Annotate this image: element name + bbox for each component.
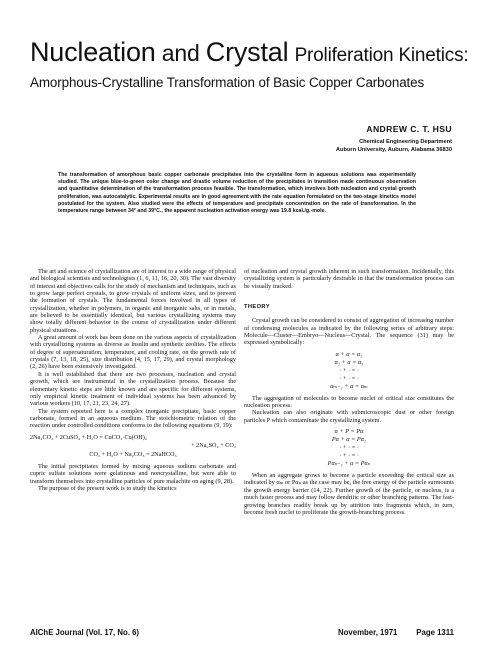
equation-block-particles — [244, 428, 454, 468]
equation-line: Pαₙ₋₁ + α = Pαₙ — [327, 460, 371, 468]
equation-line: Pα + α = Pα₂ — [331, 436, 367, 444]
footer-journal: AIChE Journal (Vol. 17, No. 6) — [30, 628, 140, 637]
author-name: ANDREW C. T. HSU — [366, 124, 452, 134]
paper-title — [30, 38, 470, 70]
author-affiliation — [212, 139, 452, 154]
affiliation-dept: Chemical Engineering Department — [359, 139, 452, 145]
paragraph: The system reported here is a complex inorganic precipitate, basic copper carbonate, formed in an aqueous medium. The stoichiometric relation of the reaction under controlled conditions conforms to the following equations (9, 19): — [30, 407, 236, 430]
equation-line: · + · = · — [339, 444, 359, 452]
section-heading: THEORY — [244, 304, 270, 311]
paragraph: The aggregation of molecules to become nuclei of critical size constitutes the nucleation process. — [244, 394, 454, 410]
equation-line: αₘ₋₁ + α = αₘ — [330, 382, 368, 390]
title-word-nucleation: Nucleation — [30, 37, 156, 67]
equation-line: · + · = · — [339, 374, 359, 382]
paper-subtitle: Amorphous-Crystalline Transformation of Basic Copper Carbonates — [30, 75, 425, 90]
equation-block-molecules — [244, 351, 454, 391]
paragraph: Nucleation can also originate with submicroscopic dust or other foreign particles P which contaminate the crystallizing system. — [244, 409, 454, 424]
body-column-left — [30, 268, 236, 492]
paragraph: Crystal growth can be considered to consist of aggregation of increasing number of condensing molecules as indicated by the following series of arbitrary steps: Molecule—Cluster—Embryo—Nucleus—Crystal. The sequence (31) may be expressed symbolically: — [244, 317, 454, 347]
body-column-right — [244, 268, 454, 516]
paragraph: The purpose of the present work is to study the kinetics — [38, 485, 177, 493]
title-word-crystal: Crystal — [205, 37, 289, 67]
footer-page-number: Page 1311 — [416, 628, 454, 637]
equation-line: α + α = α₂ — [335, 350, 363, 358]
title-word-proliferation: Proliferation Kinetics: — [294, 45, 469, 66]
equation-line: α + P = Pα — [334, 428, 364, 436]
paragraph: When an aggregate grows to become a particle exceeding the critical size as indicated by αₘ or Pαₙ as the case may be, the free energy of the particle surmounts the growth energy barrier (14, 22). Further growth of the particle, or nucleus, is a much faster process and may follow dendritic or other branching patterns. The fast-growing branches readily break up by attrition into fragments which, in turn, become fresh nuclei to proliferate the growth-branching process. — [244, 472, 454, 516]
reaction-equations — [30, 434, 236, 460]
footer-date: November, 1971 — [338, 628, 398, 637]
equation-line: α₂ + α = α₃ — [334, 358, 364, 366]
equation-line: CO₂ + H₂O + Na₂CO₃ = 2NaHCO₃ — [89, 450, 177, 458]
paragraph: The initial precipitates formed by mixing aqueous sodium carbonate and cupric sulfate solutions were gelatinous and noncrystalline, but were able to transform themselves into crystalline particles of pure malachite on aging (9, 28). — [30, 463, 236, 485]
equation-line: 2Na₂CO₃ + 2CuSO₄ + H₂O = CuCO₃·Cu(OH)₂ — [30, 433, 147, 441]
abstract: The transformation of amorphous basic copper carbonate precipitates into the crystalline form in aqueous solutions was experimentally studied. The unique blue-to-green color change and drastic volume reduction of the precipitates in transition made continuous observation and quantitative determination of the transformation process feasible. The transformation, which involves both nucleation and crystal growth proliferation, was autocatalytic. Experimental results are in good agreement with the rate equation formulated on the two-stage kinetics model postulated for the system. Also studied were the effects of temperature and precipitate concentration on the rate of transformation. In the temperature range between 34° and 39°C., the apparent nucleation activation energy was 19.8 kcal./g.-mole. — [58, 172, 416, 215]
equation-line: + 2Na₂SO₄ + CO₂ — [191, 442, 236, 450]
equation-line: · + · = · — [339, 452, 359, 460]
paragraph: of nucleation and crystal growth inherent in such transformation. Incidentally, this crystallizing system is particularly desirable in that the transformation process can be visually tracked. — [244, 268, 454, 290]
affiliation-univ: Auburn University, Auburn, Alabama 36830 — [335, 146, 452, 153]
equation-line: · + · = · — [339, 366, 359, 374]
title-word-and: and — [161, 40, 200, 66]
paragraph: It is well established that there are two processes, nucleation and crystal growth, which are instrumental in the crystallization process. Because the elementary kinetic steps are little known and are specific for different systems, only empirical kinetic treatment of individual systems has been advanced by various workers (10, 17, 21, 23, 24, 27). — [30, 370, 236, 408]
paragraph: The art and science of crystallization are of interest to a wide range of physical and biological scientists and technologists (1, 6, 11, 16, 20, 30). The vast diversity of interest and objectives calls for the study of mechanism and techniques, such as to grow large perfect crystals, to grow crystals of uniform sizes, and to prevent the formation of crystals. The fundamental forces involved in all types of crystallization, whether in polymers, in organic and inorganic salts, or in metals, are believed to be essentially identical, but various crystallizing systems may show totally different behavior in the course of crystallization under different physical situations. — [30, 268, 236, 334]
paragraph: A great amount of work has been done on the various aspects of crystallization with crystallizing systems as diverse as insulin and synthetic zeolites. The effects of degree of supersaturation, temperature, and cooling rate, on the growth rate of crystals (7, 13, 18, 25), size distribution (4, 15, 17, 29), and crystal morphology (2, 26) have been extensively investigated. — [30, 334, 236, 371]
